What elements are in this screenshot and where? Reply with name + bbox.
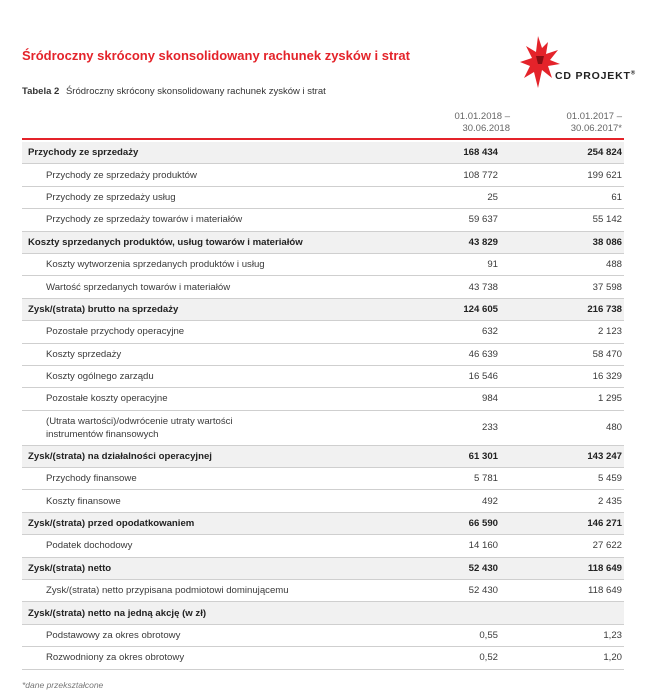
- row-value: [510, 602, 624, 624]
- row-label: Zysk/(strata) przed opodatkowaniem: [22, 512, 388, 534]
- table-row: [22, 209, 624, 231]
- row-label: Przychody ze sprzedaży usług: [22, 186, 388, 208]
- logo-wordmark: CD PROJEKT: [555, 70, 631, 82]
- row-value: 124 605: [388, 298, 510, 320]
- row-label: Zysk/(strata) netto przypisana podmiotowi dominującemu: [22, 580, 388, 602]
- row-value: 492: [388, 490, 510, 512]
- table-row: [22, 602, 624, 624]
- row-value: 118 649: [510, 580, 624, 602]
- row-value: 632: [388, 321, 510, 343]
- table-row: [22, 231, 624, 253]
- table-row: [22, 253, 624, 275]
- row-value: 2 123: [510, 321, 624, 343]
- row-value: 43 829: [388, 231, 510, 253]
- row-value: 91: [388, 253, 510, 275]
- row-label: Zysk/(strata) netto na jedną akcję (w zł): [22, 602, 388, 624]
- row-value: 61: [510, 186, 624, 208]
- row-value: 0,52: [388, 647, 510, 669]
- row-value: 199 621: [510, 164, 624, 186]
- row-label: Przychody ze sprzedaży produktów: [22, 164, 388, 186]
- row-label: Przychody ze sprzedaży towarów i materiałów: [22, 209, 388, 231]
- row-label: Pozostałe koszty operacyjne: [22, 388, 388, 410]
- table-row: [22, 580, 624, 602]
- table-row: [22, 388, 624, 410]
- table-row: [22, 276, 624, 298]
- row-value: 58 470: [510, 343, 624, 365]
- table-row: [22, 647, 624, 669]
- row-value: 1,20: [510, 647, 624, 669]
- row-value: 254 824: [510, 142, 624, 164]
- row-label: Koszty ogólnego zarządu: [22, 365, 388, 387]
- table-row: [22, 142, 624, 164]
- row-value: [388, 602, 510, 624]
- row-value: 488: [510, 253, 624, 275]
- row-value: 43 738: [388, 276, 510, 298]
- trademark-mark: ®: [630, 70, 636, 77]
- column-header-2017: 01.01.2017 – 30.06.2017*: [566, 111, 622, 134]
- row-label: Koszty wytworzenia sprzedanych produktów i usług: [22, 253, 388, 275]
- row-value: 0,55: [388, 624, 510, 646]
- row-value: 66 590: [388, 512, 510, 534]
- row-label: Rozwodniony za okres obrotowy: [22, 647, 388, 669]
- row-value: 480: [510, 410, 624, 445]
- table-row: [22, 298, 624, 320]
- row-label: Wartość sprzedanych towarów i materiałów: [22, 276, 388, 298]
- row-value: 52 430: [388, 557, 510, 579]
- row-label: Zysk/(strata) netto: [22, 557, 388, 579]
- row-label: Zysk/(strata) na działalności operacyjnej: [22, 445, 388, 467]
- row-value: 52 430: [388, 580, 510, 602]
- row-value: 37 598: [510, 276, 624, 298]
- table-row: [22, 343, 624, 365]
- column-header-2018: 01.01.2018 – 30.06.2018: [454, 111, 510, 134]
- table-caption-text: Śródroczny skrócony skonsolidowany rachunek zysków i strat: [65, 86, 326, 97]
- row-value: 16 329: [510, 365, 624, 387]
- row-value: 2 435: [510, 490, 624, 512]
- row-value: 233: [388, 410, 510, 445]
- row-label: Pozostałe przychody operacyjne: [22, 321, 388, 343]
- row-value: 55 142: [510, 209, 624, 231]
- cd-projekt-logo: [518, 40, 636, 100]
- table-row: [22, 512, 624, 534]
- row-value: 5 459: [510, 468, 624, 490]
- row-value: 61 301: [388, 445, 510, 467]
- row-value: 1 295: [510, 388, 624, 410]
- table-caption: [22, 86, 326, 97]
- page-title: Śródroczny skrócony skonsolidowany rachunek zysków i strat: [22, 48, 410, 63]
- table-row: [22, 557, 624, 579]
- row-value: 5 781: [388, 468, 510, 490]
- row-value: 16 546: [388, 365, 510, 387]
- table-row: [22, 410, 624, 445]
- header-divider: [22, 138, 624, 140]
- row-label: Podatek dochodowy: [22, 535, 388, 557]
- row-value: 143 247: [510, 445, 624, 467]
- row-label: Podstawowy za okres obrotowy: [22, 624, 388, 646]
- row-label: Koszty sprzedanych produktów, usług towarów i materiałów: [22, 231, 388, 253]
- table-row: [22, 321, 624, 343]
- table-row: [22, 468, 624, 490]
- row-value: 1,23: [510, 624, 624, 646]
- table-row: [22, 164, 624, 186]
- row-label: Przychody ze sprzedaży: [22, 142, 388, 164]
- row-value: 27 622: [510, 535, 624, 557]
- row-value: 14 160: [388, 535, 510, 557]
- row-label: Koszty sprzedaży: [22, 343, 388, 365]
- row-value: 46 639: [388, 343, 510, 365]
- dragon-icon: [518, 34, 564, 96]
- row-value: 59 637: [388, 209, 510, 231]
- table-row: [22, 365, 624, 387]
- row-label: Przychody finansowe: [22, 468, 388, 490]
- row-value: 25: [388, 186, 510, 208]
- footnote: *dane przekształcone: [22, 680, 104, 690]
- row-value: 984: [388, 388, 510, 410]
- row-label: (Utrata wartości)/odwrócenie utraty wartości instrumentów finansowych: [22, 410, 388, 445]
- row-value: 108 772: [388, 164, 510, 186]
- table-caption-label: Tabela 2: [22, 86, 60, 97]
- income-statement-table: [22, 142, 624, 670]
- row-value: 146 271: [510, 512, 624, 534]
- row-label: Koszty finansowe: [22, 490, 388, 512]
- row-value: 38 086: [510, 231, 624, 253]
- row-value: 168 434: [388, 142, 510, 164]
- row-value: 216 738: [510, 298, 624, 320]
- table-row: [22, 490, 624, 512]
- row-label: Zysk/(strata) brutto na sprzedaży: [22, 298, 388, 320]
- table-row: [22, 535, 624, 557]
- row-value: 118 649: [510, 557, 624, 579]
- table-row: [22, 624, 624, 646]
- table-row: [22, 445, 624, 467]
- table-row: [22, 186, 624, 208]
